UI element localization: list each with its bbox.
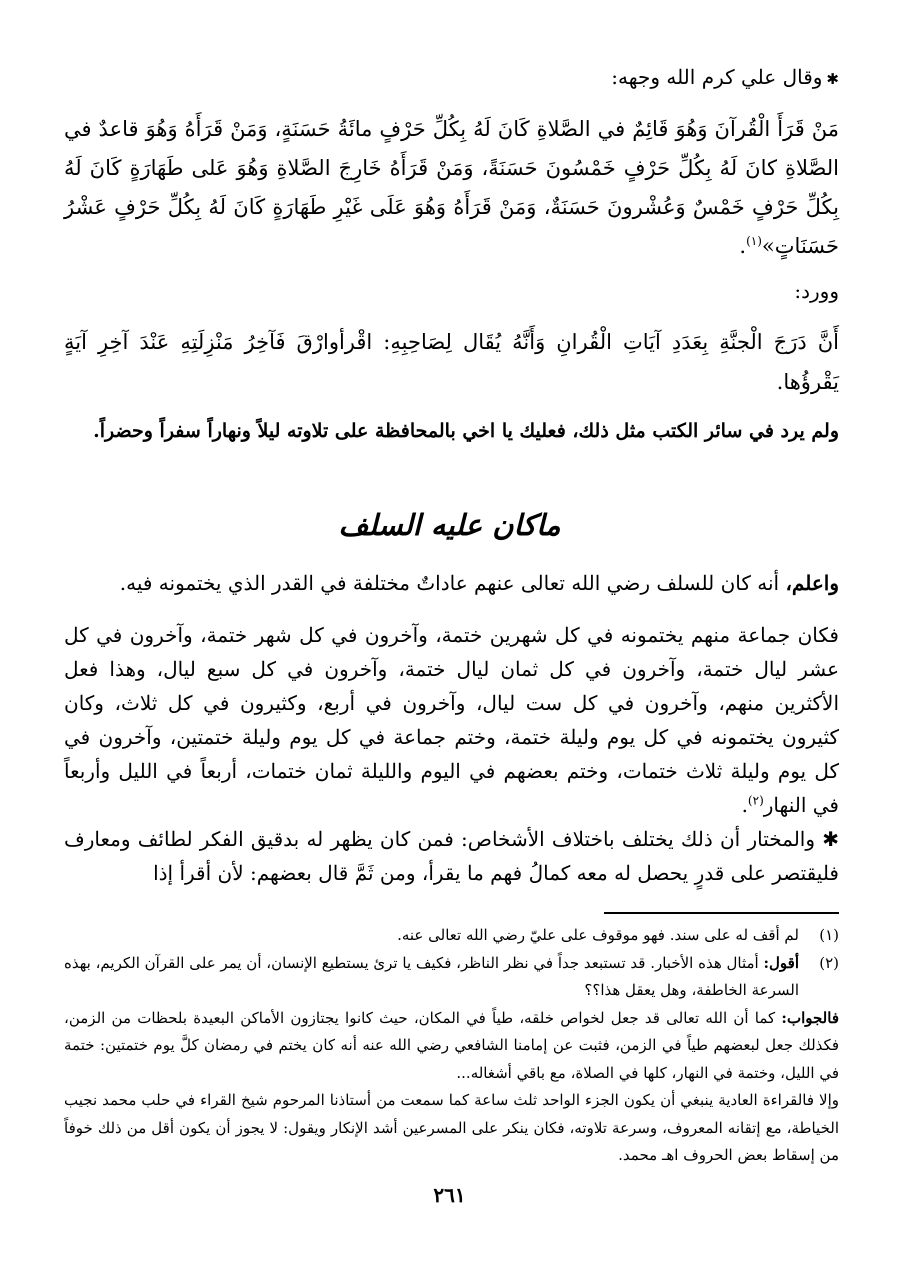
footnotes (64, 922, 839, 1170)
footnote-answer-label: فالجواب: (781, 1008, 839, 1027)
footnote-number: (١) (819, 926, 839, 944)
hadith-1-text: مَنْ قَرَأَ الْقُرآنَ وَهُوَ قَائِمٌ في الصَّلاةِ كَانَ لَهُ بِكُلِّ حَرْفٍ مائَةُ حَسَنَةٍ، وَمَنْ قَرَأَهُ وَهُوَ قاعدٌ في الصَّلاةِ كانَ لَهُ بِكُلِّ حَرْفٍ خَمْسُونَ حَسَنَةً، وَمَنْ قَرَأَهُ خَارِجَ الصَّلاةِ وَهُوَ عَلى طَهَارَةٍ كَانَ لَهُ بِكُلِّ حَرْفٍ خَمْسٌ وَعُشْرونَ حَسَنَةٌ، وَمَنْ قَرَأَهُ وَهُوَ عَلَى غَيْرِ طَهَارَةٍ كَانَ لَهُ بِكُلِّ حَرْفٍ عَشْرُ حَسَنَاتٍ» (64, 117, 839, 258)
footnote-ref-1: (١) (746, 234, 762, 248)
footnote-question-text: أمثال هذه الأخبار. قد تستبعد جداً في نظر الناظر، فكيف يا ترئ يستطيع الإنسان، أن يمر على القرآن الكريم، بهذه السرعة الخاطفة، وهل يعقل هذا؟؟ (64, 953, 799, 999)
footnote-continuation: وإلا فالقراءة العادية ينبغي أن يكون الجزء الواحد ثلث ساعة كما سمعت من أستاذنا المرحوم شيخ القراء في حلب محمد نجيب الخياطة، مع إتقانه المعروف، وسرعة تلاوته، فكان ينكر على المسرعين أشد الإنكار ويقول: لا يجوز أن يكون أقل من ذلك خوفاً من إسقاط بعض الحروف اهـ محمد. (64, 1091, 839, 1164)
paragraph-3 (64, 822, 839, 890)
footnote-2 (64, 950, 839, 1005)
footnote-separator (604, 912, 839, 914)
bold-note: ولم يرد في سائر الكتب مثل ذلك، فعليك يا اخي بالمحافظة على تلاوته ليلاً ونهاراً سفراً وحضراً. (93, 420, 839, 442)
paragraph-2-end: . (741, 793, 748, 817)
footnote-answer-text: كما أن الله تعالى قد جعل لخواص خلقه، طياً في المكان، حيث كانوا يجتازون الأماكن البعيدة بلحظات من الزمن، فكذلك جعل لبعضهم طياً في الزمن، فثبت عن إمامنا الشافعي رضي الله عنه أنه كان يختم في رمضان كلَّ يوم ختمتين: ختمة في الليل، وختمة في النهار، كلها في الصلاة، مع باقي أشغاله... (64, 1008, 839, 1082)
intro-text: وقال علي كرم الله وجهه: (611, 65, 823, 89)
footnote-ref-2: (٢) (747, 793, 764, 808)
paragraph-2-text: فكان جماعة منهم يختمونه في كل شهرين ختمة، وآخرون في كل شهر ختمة، وآخرون في كل عشر ليال ختمة، وآخرون في كل ثمان ليال ختمة، وآخرون في كل سبع ليال، وهذا فعل الأكثرين منهم، وآخرون في كل ست ليال، وآخرون في أربع، وكثيرون في كل ثلاث، وكان كثيرون يختمونه في كل يوم وليلة ختمة، وختم جماعة في كل يوم وليلة ختمتين، وآخرون في كل يوم وليلة ثلاث ختمات، وختم بعضهم في اليوم والليلة ثمان ختمات، أربعاً في الليل وأربعاً في النهار (64, 623, 839, 817)
hadith-quote-2: أَنَّ دَرَجَ الْجنَّةِ بِعَدَدِ آيَاتِ الْقُرانِ وَأَنَّهُ يُقَال لِصَاحِبِهِ: اقْرأوارْقَ فَآخِرُ مَنْزِلَتِهِ عَنْدَ آخِرِ آيَةٍ يَقْرؤُها. (64, 330, 839, 394)
paragraph-2 (64, 618, 839, 822)
footnote-text: لم أقف له على سند. فهو موقوف على عليّ رضي الله تعالى عنه. (397, 926, 799, 944)
section-heading: ماكان عليه السلف (338, 508, 561, 542)
paragraph-1-text: أنه كان للسلف رضي الله تعالى عنهم عاداتٌ مختلفة في القدر الذي يختمونه فيه. (119, 571, 786, 595)
intro-line (64, 62, 839, 94)
footnote-question (64, 950, 799, 1005)
star-bullet: ✱ (826, 70, 839, 88)
hadith-1-end: . (739, 234, 747, 258)
paragraph-1-lead: واعلم، (785, 571, 839, 595)
paragraph-1 (64, 566, 839, 600)
footnote-number: (٢) (819, 953, 839, 972)
wurud-label: وورد: (794, 279, 839, 303)
paragraph-3-text: والمختار أن ذلك يختلف باختلاف الأشخاص: فمن كان يظهر له بدقيق الفكر لطائف ومعارف فليقتصر على قدرٍ يحصل له معه كمالُ فهم ما يقرأ، ومن ثَمَّ قال بعضهم: لأن أقرأ إذا (64, 827, 839, 885)
footnote-question-label: أقول: (763, 953, 800, 972)
star-bullet: ✱ (822, 827, 840, 851)
footnote-1 (64, 922, 839, 950)
page-number: ٢٦١ (433, 1183, 466, 1207)
footnote-answer (64, 1005, 839, 1088)
hadith-quote-1 (64, 110, 839, 266)
